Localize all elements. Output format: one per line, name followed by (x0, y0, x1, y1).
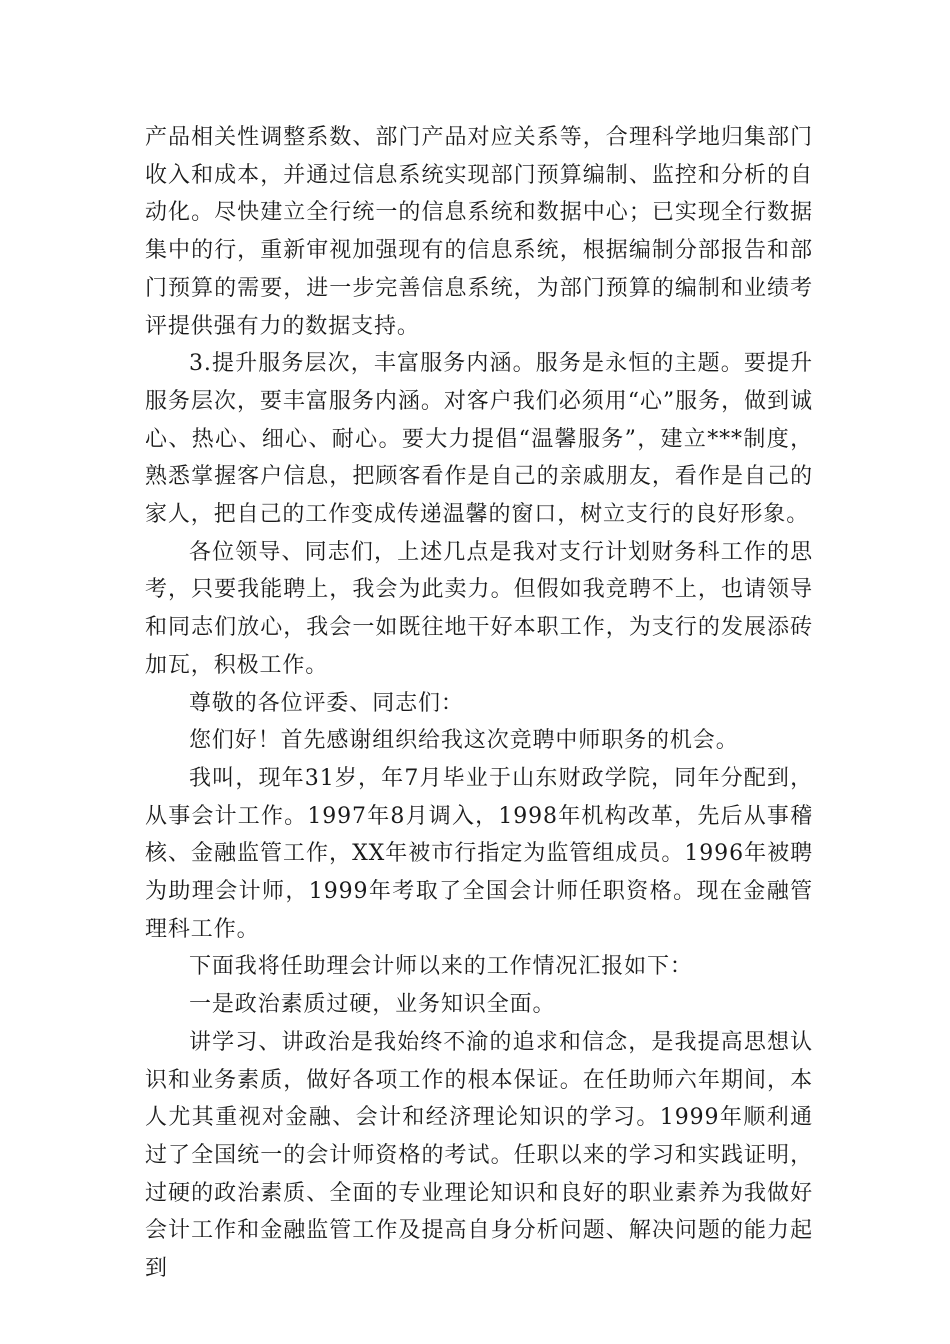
paragraph-greeting: 您们好！首先感谢组织给我这次竞聘中师职务的机会。 (189, 728, 739, 754)
paragraph-service-level: 3.提升服务层次，丰富服务内涵。服务是永恒的主题。要提升服务层次，要丰富服务内涵。对客户我们必须用“心”服务，做到诚心、热心、细心、耐心。要大力提倡“温馨服务”，建立***制度，熟悉掌握客户信息，把顾客看作是自己的亲戚朋友，看作是自己的家人，把自己的工作变成传递温馨的窗口，树立支行的良好形象。 (145, 351, 813, 528)
paragraph-salutation: 尊敬的各位评委、同志们： (189, 690, 464, 716)
document-body (145, 119, 813, 1288)
paragraph-report-intro: 下面我将任助理会计师以来的工作情况汇报如下： (189, 954, 693, 980)
paragraph-self-introduction: 我叫，现年31岁，年7月毕业于山东财政学院，同年分配到，从事会计工作。1997年8月调入，1998年机构改革，先后从事稽核、金融监管工作，XX年被市行指定为监管组成员。1996年被聘为助理会计师，1999年考取了全国会计师任职资格。现在金融管理科工作。 (145, 765, 813, 942)
paragraph-closing-remarks: 各位领导、同志们，上述几点是我对支行计划财务科工作的思考，只要我能聘上，我会为此卖力。但假如我竞聘不上，也请领导和同志们放心，我会一如既往地干好本职工作，为支行的发展添砖加瓦，积极工作。 (145, 539, 813, 678)
paragraph-study-politics: 讲学习、讲政治是我始终不渝的追求和信念，是我提高思想认识和业务素质，做好各项工作的根本保证。在任助师六年期间，本人尤其重视对金融、会计和经济理论知识的学习。1999年顺利通过了全国统一的会计师资格的考试。任职以来的学习和实践证明，过硬的政治素质、全面的专业理论知识和良好的职业素养为我做好会计工作和金融监管工作及提高自身分析问题、解决问题的能力起到 (145, 1029, 813, 1282)
paragraph-budget-info-system: 产品相关性调整系数、部门产品对应关系等，合理科学地归集部门收入和成本，并通过信息系统实现部门预算编制、监控和分析的自动化。尽快建立全行统一的信息系统和数据中心；已实现全行数据集中的行，重新审视加强现有的信息系统，根据编制分部报告和部门预算的需要，进一步完善信息系统，为部门预算的编制和业绩考评提供强有力的数据支持。 (145, 125, 813, 339)
paragraph-point-one-heading: 一是政治素质过硬，业务知识全面。 (189, 992, 556, 1018)
